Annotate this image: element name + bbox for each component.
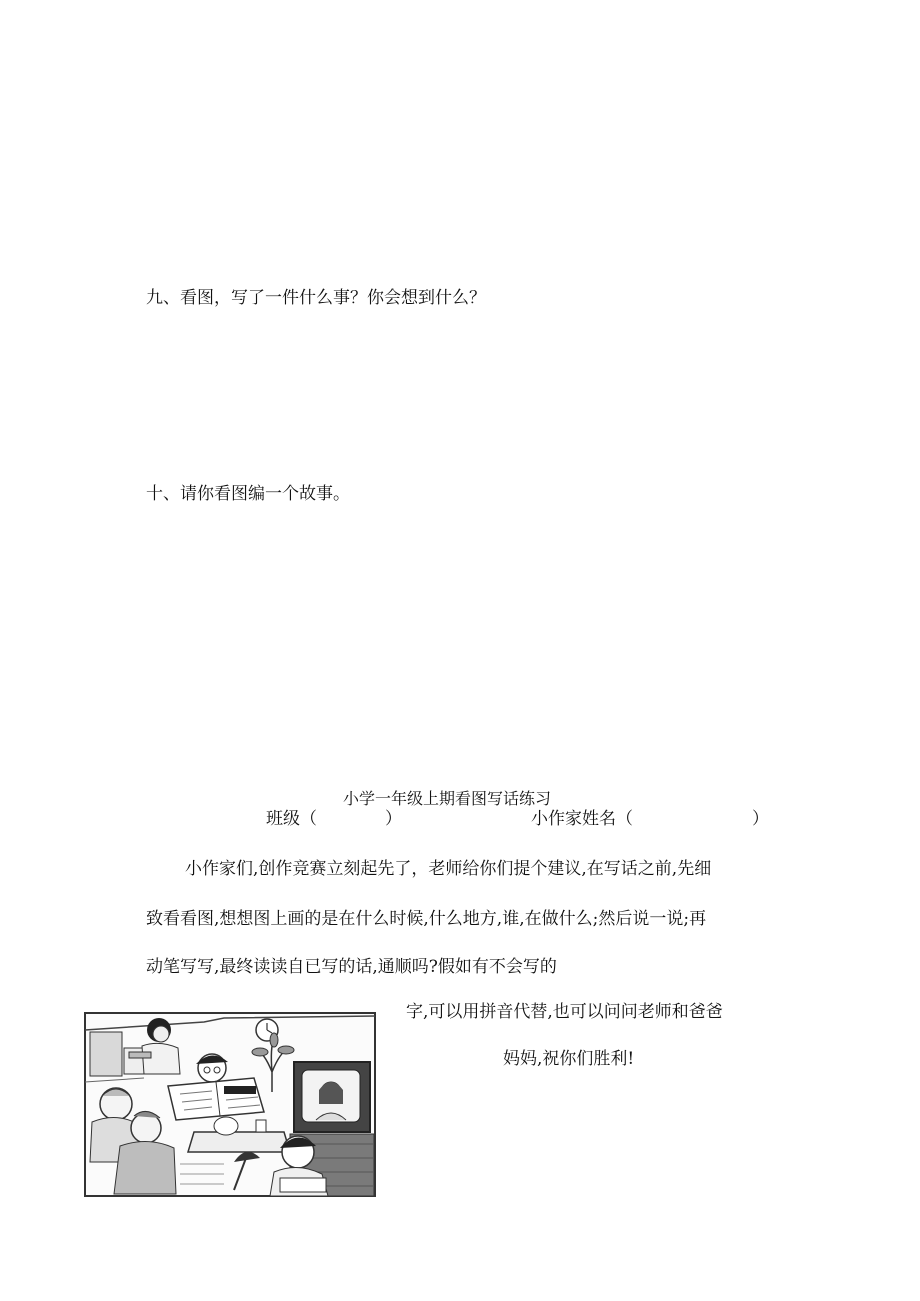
question-10: 十、请你看图编一个故事。: [146, 484, 350, 504]
family-living-room-illustration: [84, 1012, 376, 1197]
intro-line-2: 致看看图,想想图上画的是在什么时候,什么地方,谁,在做什么;然后说一说;再: [146, 909, 707, 929]
class-label: 班级（ ）: [266, 809, 402, 829]
intro-line-3: 动笔写写,最终读读自已写的话,通顺吗?假如有不会写的: [146, 957, 557, 977]
intro-line-4: 字,可以用拼音代替,也可以问问老师和爸爸: [406, 1002, 723, 1022]
worksheet-title: 小学一年级上期看图写话练习: [343, 789, 552, 808]
intro-line-5: 妈妈,祝你们胜利!: [503, 1049, 635, 1069]
name-label: 小作家姓名（ ）: [531, 809, 769, 829]
question-9: 九、看图，写了一件什么事？你会想到什么？: [146, 288, 486, 308]
intro-line-1: 小作家们,创作竞赛立刻起先了，老师给你们提个建议,在写话之前,先细: [185, 859, 712, 879]
